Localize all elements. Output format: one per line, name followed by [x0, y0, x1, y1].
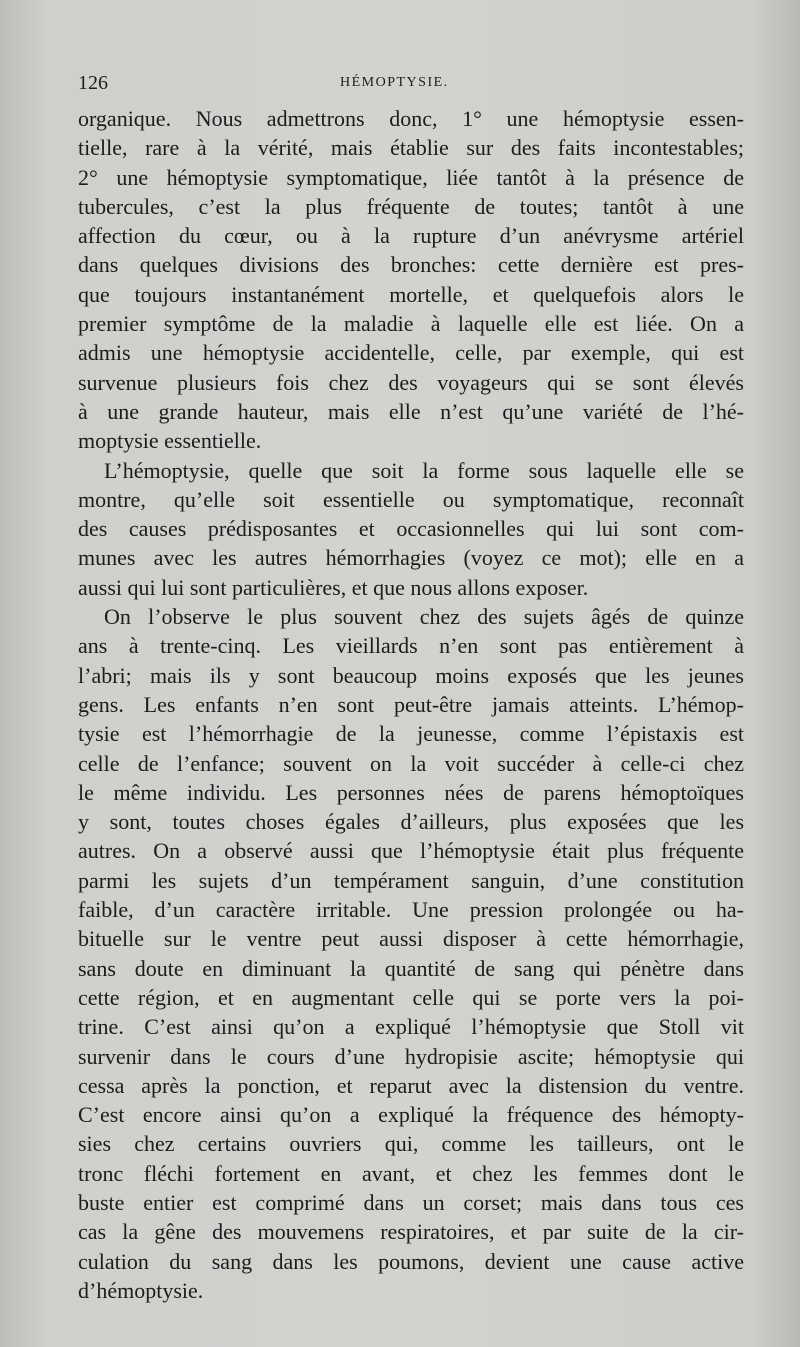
text-line: tubercules, c’est la plus fréquente de toutes; tantôt à une [78, 193, 744, 219]
page-number: 126 [78, 72, 108, 94]
text-line: dans quelques divisions des bronches: cette dernière est pres- [78, 252, 744, 278]
text-line: bituelle sur le ventre peut aussi disposer à cette hémorrhagie, [78, 926, 744, 952]
text-line: sans doute en diminuant la quantité de sang qui pénètre dans [78, 955, 744, 981]
text-line: que toujours instantanément mortelle, et quelquefois alors le [78, 281, 744, 307]
text-line: moptysie essentielle. [78, 428, 262, 454]
text-line: cette région, et en augmentant celle qui se porte vers la poi- [78, 984, 744, 1010]
text-line: montre, qu’elle soit essentielle ou symptomatique, reconnaît [78, 486, 744, 512]
text-line: sies chez certains ouvriers qui, comme les tailleurs, ont le [78, 1131, 744, 1157]
text-line: 2° une hémoptysie symptomatique, liée tantôt à la présence de [78, 164, 744, 190]
text-line: tronc fléchi fortement en avant, et chez les femmes dont le [78, 1160, 744, 1186]
text-line: organique. Nous admettrons donc, 1° une hémoptysie essen- [78, 106, 744, 131]
text-line: faible, d’un caractère irritable. Une pression prolongée ou ha- [78, 897, 744, 923]
text-line: ans à trente-cinq. Les vieillards n’en sont pas entièrement à [78, 633, 744, 659]
text-line: des causes prédisposantes et occasionnelles qui lui sont com- [78, 516, 744, 542]
text-line: C’est encore ainsi qu’on a expliqué la fréquence des hémopty- [78, 1102, 744, 1128]
text-line: aussi qui lui sont particulières, et que nous allons exposer. [78, 574, 589, 600]
text-line: admis une hémoptysie accidentelle, celle, par exemple, qui est [78, 340, 744, 366]
text-line: premier symptôme de la maladie à laquelle elle est liée. On a [78, 311, 744, 337]
text-line: y sont, toutes choses égales d’ailleurs, plus exposées que les [78, 809, 744, 835]
text-line: affection du cœur, ou à la rupture d’un anévrysme artériel [78, 223, 744, 249]
text-line: cas la gêne des mouvemens respiratoires, et par suite de la cir- [78, 1219, 744, 1245]
text-line: celle de l’enfance; souvent on la voit succéder à celle-ci chez [78, 750, 744, 776]
text-line: l’abri; mais ils y sont beaucoup moins exposés que les jeunes [78, 662, 744, 688]
running-head: HÉMOPTYSIE. [340, 75, 449, 90]
text-line: buste entier est comprimé dans un corset; mais dans tous ces [78, 1189, 744, 1215]
text-line: à une grande hauteur, mais elle n’est qu’une variété de l’hé- [78, 398, 744, 424]
text-line: trine. C’est ainsi qu’on a expliqué l’hémoptysie que Stoll vit [78, 1014, 744, 1040]
page-header [78, 72, 728, 102]
text-line: culation du sang dans les poumons, devient une cause active [78, 1248, 744, 1274]
text-line: L’hémoptysie, quelle que soit la forme sous laquelle elle se [104, 457, 744, 483]
text-line: le même individu. Les personnes nées de parens hémoptoïques [78, 779, 744, 805]
text-line: cessa après la ponction, et reparut avec la distension du ventre. [78, 1072, 744, 1098]
text-line: survenue plusieurs fois chez des voyageurs qui se sont élevés [78, 369, 744, 395]
text-line: survenir dans le cours d’une hydropisie ascite; hémoptysie qui [78, 1043, 744, 1069]
text-line: tysie est l’hémorrhagie de la jeunesse, comme l’épistaxis est [78, 721, 744, 747]
text-line: parmi les sujets d’un tempérament sanguin, d’une constitution [78, 867, 744, 893]
text-line: gens. Les enfants n’en sont peut-être jamais atteints. L’hémop- [78, 691, 744, 717]
body-text [78, 104, 744, 1305]
text-line: tielle, rare à la vérité, mais établie sur des faits incontestables; [78, 135, 744, 161]
text-line: On l’observe le plus souvent chez des sujets âgés de quinze [104, 604, 744, 630]
text-line: autres. On a observé aussi que l’hémoptysie était plus fréquente [78, 838, 744, 864]
text-line: munes avec les autres hémorrhagies (voyez ce mot); elle en a [78, 545, 744, 571]
text-line: d’hémoptysie. [78, 1277, 204, 1303]
